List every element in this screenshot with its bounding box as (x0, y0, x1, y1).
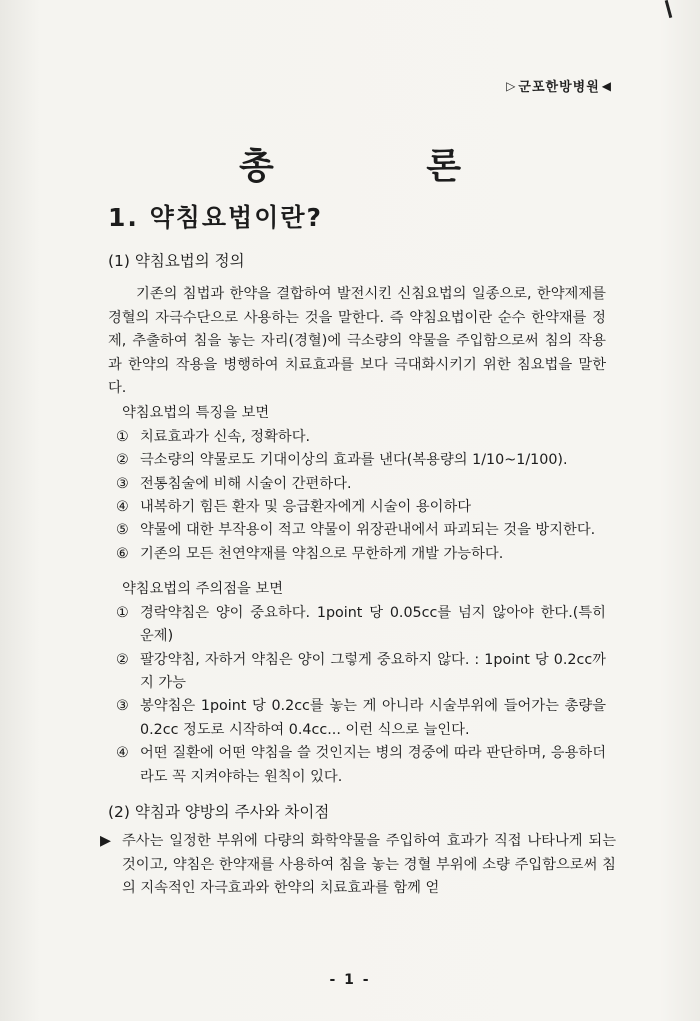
corner-mark (665, 0, 673, 18)
bullet-arrow-icon: ▶ (100, 833, 111, 850)
list-item: ③ 봉약침은 1point 당 0.2cc를 놓는 게 아니라 시술부위에 들어가는 총량을 0.2cc 정도로 시작하여 0.4cc... 이런 식으로 늘인다. (116, 698, 606, 738)
section-title: 총 론 (238, 146, 532, 187)
list-item: ② 팔강약침, 자하거 약침은 양이 그렇게 중요하지 않다. : 1point 당 0.2cc까지 가능 (116, 651, 606, 691)
chapter-title: 1. 약침요법이란? (108, 203, 323, 232)
cautions-heading: 약침요법의 주의점을 보면 (122, 581, 284, 598)
list-item: ① 치료효과가 신속, 정확하다. (116, 428, 311, 445)
cautions-list (108, 602, 606, 789)
subsection-heading-comparison: (2) 약침과 양방의 주사와 차이점 (108, 802, 330, 821)
clinic-name: 군포한방병원 (518, 80, 600, 95)
right-marker-icon: ◀ (601, 78, 612, 93)
features-heading: 약침요법의 특징을 보면 (122, 405, 270, 422)
comparison-paragraph: ▶ 주사는 일정한 부위에 다량의 화학약물을 주입하여 효과가 직접 나타나게 되는 것이고, 약침은 한약재를 사용하여 침을 놓는 경혈 부위에 소량 주입함으로써 침의 지속적인 자극효과와 한약의 치료효과를 함께 얻 (100, 830, 616, 900)
list-item: ① 경락약침은 양이 중요하다. 1point 당 0.05cc를 넘지 않아야 한다.(특히 운제) (116, 604, 606, 645)
list-item: ⑥ 기존의 모든 천연약재를 약침으로 무한하게 개발 가능하다. (116, 545, 504, 562)
list-item: ④ 내복하기 힘든 환자 및 응급환자에게 시술이 용이하다 (116, 499, 472, 516)
list-item: ② 극소량의 약물로도 기대이상의 효과를 낸다(복용량의 1/10~1/100). (116, 452, 568, 469)
list-item: ③ 전통침술에 비해 시술이 간편하다. (116, 475, 352, 492)
page-number: - 1 - (329, 972, 371, 988)
main-content (100, 250, 616, 901)
list-item: ④ 어떤 질환에 어떤 약침을 쓸 것인지는 병의 경중에 따라 판단하며, 응용하더라도 꼭 지켜야하는 원칙이 있다. (116, 745, 606, 785)
features-list (108, 426, 606, 566)
subsection-heading-definition: (1) 약침요법의 정의 (108, 252, 245, 270)
definition-paragraph: 기존의 침법과 한약을 결합하여 발전시킨 신침요법의 일종으로, 한약제제를 경혈의 자극수단으로 사용하는 것을 말한다. 즉 약침요법이란 순수 한약재를 정제, 추출하여 침을 놓는 자리(경혈)에 극소량의 약물을 주입함으로써 침의 작용과 한약의 작용을 병행하여 치료효과를 보다 극대화시키기 위한 침요법을 말한다. (108, 286, 606, 397)
left-marker-icon: ▷ (506, 78, 517, 93)
list-item: ⑤ 약물에 대한 부작용이 적고 약물이 위장관내에서 파괴되는 것을 방지한다. (116, 522, 596, 539)
clinic-header (506, 76, 612, 95)
